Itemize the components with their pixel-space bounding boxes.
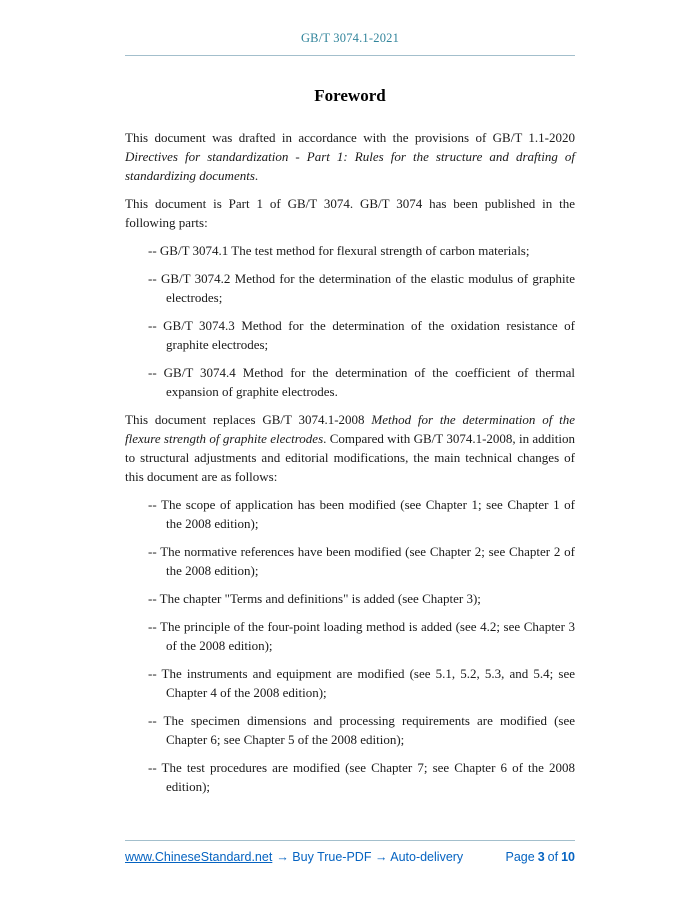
list-item: -- The instruments and equipment are modified (see 5.1, 5.2, 5.3, and 5.4; see Chapter 4 of the 2008 edition); xyxy=(148,666,575,700)
paragraph-text: . Compared with GB/T 3074.1-2008, in addition to structural adjustments and editorial modifications, the main technical changes of this document are as follows: xyxy=(125,431,576,484)
paragraph-text: This document replaces GB/T 3074.1-2008 xyxy=(125,412,372,427)
page-label: Page xyxy=(505,850,535,864)
page-of-label: of xyxy=(547,850,559,864)
header-divider xyxy=(125,55,575,56)
site-link[interactable]: www.ChineseStandard.net xyxy=(125,850,273,864)
parts-list xyxy=(125,241,575,401)
paragraph-text: . xyxy=(254,168,259,183)
paragraph-parts-intro: This document is Part 1 of GB/T 3074. GB/T 3074 has been published in the following parts: xyxy=(125,196,575,230)
list-item: -- The normative references have been modified (see Chapter 2; see Chapter 2 of the 2008 edition); xyxy=(148,544,575,578)
footer-tagline: → Buy True-PDF → Auto-delivery xyxy=(276,850,464,864)
doc-number: GB/T 3074.1-2021 xyxy=(300,31,400,45)
list-item: -- GB/T 3074.1 The test method for flexural strength of carbon materials; xyxy=(148,243,530,258)
paragraph-italic-text: Method for the determination of the flexure strength of graphite electrodes xyxy=(125,412,575,446)
list-item: -- GB/T 3074.4 Method for the determination of the coefficient of thermal expansion of graphite electrodes. xyxy=(148,365,575,399)
paragraph-italic-text: Directives for standardization - Part 1: Rules for the structure and drafting of standardizing documents xyxy=(125,149,575,183)
list-item: -- The scope of application has been modified (see Chapter 1; see Chapter 1 of the 2008 edition); xyxy=(148,497,575,531)
page-indicator xyxy=(506,850,576,864)
list-item: -- GB/T 3074.2 Method for the determination of the elastic modulus of graphite electrodes; xyxy=(148,271,575,305)
footer-branding xyxy=(125,850,463,864)
list-item: -- GB/T 3074.3 Method for the determination of the oxidation resistance of graphite electrodes; xyxy=(148,318,575,352)
footer-divider xyxy=(125,840,575,841)
page-current: 3 xyxy=(537,850,545,864)
paragraph-replacement xyxy=(125,410,575,486)
list-item: -- The specimen dimensions and processing requirements are modified (see Chapter 6; see Chapter 5 of the 2008 edition); xyxy=(148,713,575,747)
page-header xyxy=(125,0,575,56)
page-content xyxy=(125,84,575,805)
list-item: -- The test procedures are modified (see Chapter 7; see Chapter 6 of the 2008 edition); xyxy=(148,760,575,794)
changes-list xyxy=(125,495,575,796)
section-title: Foreword xyxy=(314,86,386,105)
page-footer xyxy=(125,840,575,864)
page-total: 10 xyxy=(561,850,575,864)
footer-row xyxy=(125,850,575,864)
list-item: -- The principle of the four-point loading method is added (see 4.2; see Chapter 3 of the 2008 edition); xyxy=(148,619,575,653)
paragraph-drafting xyxy=(125,128,575,185)
paragraph-text: This document was drafted in accordance with the provisions of GB/T 1.1-2020 xyxy=(125,130,575,145)
list-item: -- The chapter "Terms and definitions" is added (see Chapter 3); xyxy=(148,591,481,606)
